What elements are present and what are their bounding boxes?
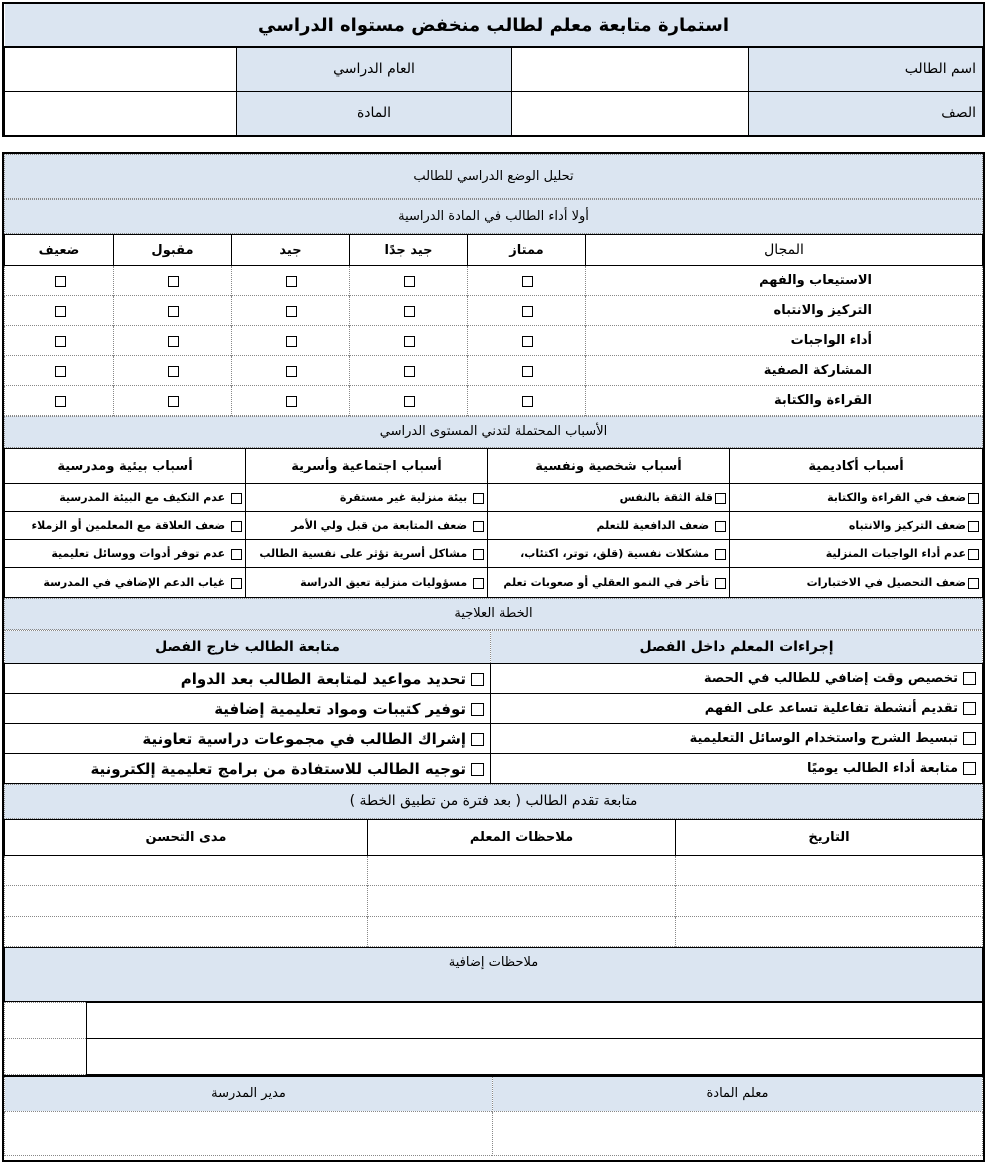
table-row (5, 484, 983, 512)
table-row (5, 296, 983, 326)
checkbox[interactable] (471, 733, 484, 746)
student-name-field[interactable] (512, 47, 749, 91)
plan-item-label: توفير كتيبات ومواد تعليمية إضافية (214, 699, 466, 718)
teacher-signature-label: معلم المادة (493, 1076, 983, 1111)
cause-label: تأخر في النمو العقلي أو صعوبات تعلم (503, 576, 710, 589)
checkbox[interactable] (168, 396, 179, 407)
checkbox[interactable] (522, 276, 533, 287)
progress-cell[interactable] (368, 886, 676, 917)
checkbox[interactable] (715, 549, 726, 560)
subject-label: المادة (237, 91, 512, 135)
table-row (5, 266, 983, 296)
causes-column-header: أسباب اجتماعية وأسرية (246, 449, 488, 484)
progress-cell[interactable] (368, 856, 676, 886)
checkbox[interactable] (473, 493, 484, 504)
level-header: مقبول (114, 235, 232, 266)
field-column-header: المجال (586, 235, 983, 266)
plan-item-label: متابعة أداء الطالب يوميًا (807, 761, 958, 776)
subject-field[interactable] (5, 91, 237, 135)
checkbox[interactable] (968, 578, 979, 589)
progress-cell[interactable] (368, 917, 676, 947)
checkbox[interactable] (968, 549, 979, 560)
checkbox[interactable] (968, 493, 979, 504)
grade-field[interactable] (512, 91, 749, 135)
level-header: جيد جدًا (350, 235, 468, 266)
table-row (5, 356, 983, 386)
checkbox[interactable] (473, 549, 484, 560)
field-label: المشاركة الصفية (586, 356, 983, 386)
cause-label: عدم أداء الواجبات المنزلية (825, 547, 966, 560)
year-field[interactable] (5, 47, 237, 91)
plan-item-label: تحديد مواعيد لمتابعة الطالب بعد الدوام (180, 669, 466, 688)
cause-label: مشكلات نفسية (قلق، توتر، اكتئاب، (520, 547, 710, 560)
progress-improvement-header: مدى التحسن (5, 820, 368, 856)
plan-table (4, 630, 983, 784)
cause-label: مشاكل أسرية تؤثر على نفسية الطالب (259, 547, 468, 560)
plan-inside-header: إجراءات المعلم داخل الفصل (491, 631, 983, 664)
table-row (5, 386, 983, 416)
year-label: العام الدراسي (237, 47, 512, 91)
checkbox[interactable] (963, 732, 976, 745)
checkbox[interactable] (404, 396, 415, 407)
checkbox[interactable] (168, 366, 179, 377)
checkbox[interactable] (286, 396, 297, 407)
plan-item-label: تقديم أنشطة تفاعلية تساعد على الفهم (704, 701, 958, 716)
teacher-signature-field[interactable] (493, 1111, 983, 1155)
cause-label: ضعف في القراءة والكتابة (827, 491, 966, 504)
cause-label: ضعف المتابعة من قبل ولي الأمر (291, 519, 468, 532)
causes-table (4, 448, 983, 598)
checkbox[interactable] (404, 276, 415, 287)
cause-label: غياب الدعم الإضافي في المدرسة (43, 576, 226, 589)
field-label: أداء الواجبات (586, 326, 983, 356)
checkbox[interactable] (404, 336, 415, 347)
checkbox[interactable] (522, 336, 533, 347)
plan-item-label: توجيه الطالب للاستفادة من برامج تعليمية إلكترونية (90, 759, 466, 778)
progress-date-header: التاريخ (676, 820, 983, 856)
checkbox[interactable] (715, 493, 726, 504)
checkbox[interactable] (471, 673, 484, 686)
checkbox[interactable] (404, 366, 415, 377)
principal-signature-label: مدير المدرسة (5, 1076, 493, 1111)
progress-cell[interactable] (676, 886, 983, 917)
table-row (5, 512, 983, 540)
checkbox[interactable] (55, 306, 66, 317)
cause-label: ضعف التحصيل في الاختبارات (806, 576, 966, 589)
checkbox[interactable] (715, 521, 726, 532)
table-row (5, 540, 983, 568)
extra-notes-line[interactable] (87, 1003, 983, 1039)
causes-column-header: أسباب أكاديمية (730, 449, 983, 484)
plan-heading: الخطة العلاجية (4, 598, 983, 630)
table-row (5, 754, 983, 784)
extra-notes-line[interactable] (87, 1039, 983, 1075)
table-row (5, 694, 983, 724)
plan-item-label: تبسيط الشرح واستخدام الوسائل التعليمية (689, 731, 958, 746)
field-label: القراءة والكتابة (586, 386, 983, 416)
checkbox[interactable] (715, 578, 726, 589)
form-header (2, 2, 985, 137)
grade-label: الصف (749, 91, 983, 135)
analysis-heading: تحليل الوضع الدراسي للطالب (4, 154, 983, 199)
signatures-table (4, 1075, 983, 1156)
cause-label: ضعف التركيز والانتباه (848, 519, 966, 532)
cause-label: عدم توفر أدوات ووسائل تعليمية (51, 547, 226, 560)
cause-label: مسؤوليات منزلية تعيق الدراسة (300, 576, 468, 589)
cause-label: قلة الثقة بالنفس (619, 491, 713, 504)
checkbox[interactable] (55, 366, 66, 377)
performance-heading: أولا أداء الطالب في المادة الدراسية (4, 199, 983, 234)
checkbox[interactable] (963, 702, 976, 715)
progress-heading: متابعة تقدم الطالب ( بعد فترة من تطبيق الخطة ) (4, 784, 983, 819)
extra-notes-heading: ملاحظات إضافية (4, 947, 983, 1002)
plan-item-label: إشراك الطالب في مجموعات دراسية تعاونية (142, 729, 466, 748)
progress-cell[interactable] (676, 856, 983, 886)
checkbox[interactable] (963, 762, 976, 775)
progress-cell[interactable] (5, 856, 368, 886)
cause-label: ضعف الدافعية للتعلم (596, 519, 710, 532)
cause-label: بيئة منزلية غير مستقرة (339, 491, 468, 504)
level-header: ممتاز (468, 235, 586, 266)
checkbox[interactable] (286, 336, 297, 347)
checkbox[interactable] (55, 396, 66, 407)
checkbox[interactable] (286, 306, 297, 317)
progress-table (4, 819, 983, 947)
cause-label: ضعف العلاقة مع المعلمين أو الزملاء (31, 519, 226, 532)
form-title: استمارة متابعة معلم لطالب منخفض مستواه الدراسي (5, 4, 983, 47)
checkbox[interactable] (168, 306, 179, 317)
level-header: ضعيف (5, 235, 114, 266)
checkbox[interactable] (55, 276, 66, 287)
checkbox[interactable] (231, 549, 242, 560)
checkbox[interactable] (404, 306, 415, 317)
checkbox[interactable] (963, 672, 976, 685)
causes-heading: الأسباب المحتملة لتدني المستوى الدراسي (4, 416, 983, 448)
analysis-section (2, 152, 985, 1162)
student-name-label: اسم الطالب (749, 47, 983, 91)
checkbox[interactable] (231, 493, 242, 504)
table-row (5, 326, 983, 356)
checkbox[interactable] (168, 336, 179, 347)
checkbox[interactable] (231, 521, 242, 532)
field-label: الاستيعاب والفهم (586, 266, 983, 296)
extra-notes-cell[interactable] (5, 1003, 87, 1039)
table-row (5, 856, 983, 886)
causes-column-header: أسباب شخصية ونفسية (488, 449, 730, 484)
progress-cell[interactable] (5, 917, 368, 947)
checkbox[interactable] (522, 306, 533, 317)
checkbox[interactable] (471, 763, 484, 776)
extra-notes-cell[interactable] (5, 1039, 87, 1075)
causes-column-header: أسباب بيئية ومدرسية (5, 449, 246, 484)
checkbox[interactable] (473, 578, 484, 589)
table-row (5, 917, 983, 947)
checkbox[interactable] (55, 336, 66, 347)
principal-signature-field[interactable] (5, 1111, 493, 1155)
table-row (5, 568, 983, 598)
progress-notes-header: ملاحظات المعلم (368, 820, 676, 856)
checkbox[interactable] (968, 521, 979, 532)
checkbox[interactable] (471, 703, 484, 716)
field-label: التركيز والانتباه (586, 296, 983, 326)
performance-table (4, 234, 983, 416)
level-header: جيد (232, 235, 350, 266)
plan-item-label: تخصيص وقت إضافي للطالب في الحصة (703, 671, 958, 686)
extra-notes-table (4, 1002, 983, 1075)
checkbox[interactable] (168, 276, 179, 287)
table-row (5, 886, 983, 917)
checkbox[interactable] (231, 578, 242, 589)
table-row (5, 724, 983, 754)
progress-cell[interactable] (676, 917, 983, 947)
checkbox[interactable] (286, 276, 297, 287)
table-row (5, 664, 983, 694)
progress-cell[interactable] (5, 886, 368, 917)
checkbox[interactable] (286, 366, 297, 377)
plan-outside-header: متابعة الطالب خارج الفصل (5, 631, 491, 664)
checkbox[interactable] (522, 396, 533, 407)
cause-label: عدم التكيف مع البيئة المدرسية (59, 491, 226, 504)
checkbox[interactable] (522, 366, 533, 377)
checkbox[interactable] (473, 521, 484, 532)
